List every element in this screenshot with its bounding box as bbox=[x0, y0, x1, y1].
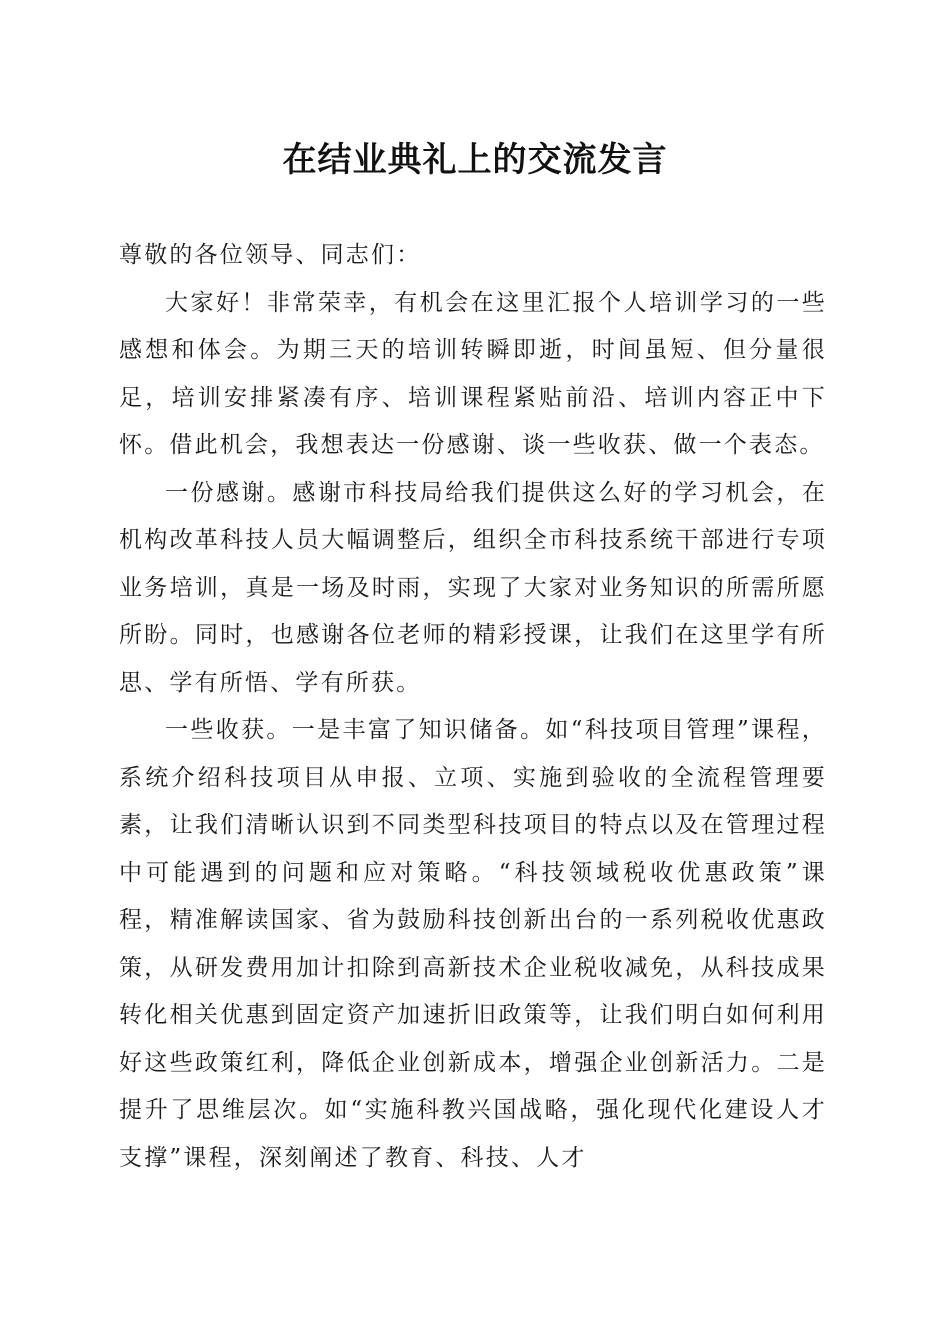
paragraph-thanks: 一份感谢。感谢市科技局给我们提供这么好的学习机会，在机构改革科技人员大幅调整后，组织全市科技系统干部进行专项业务培训，真是一场及时雨，实现了大家对业务知识的所需所愿所盼。同时，也感谢各位老师的精彩授课，让我们在这里学有所思、学有所悟、学有所获。 bbox=[119, 479, 827, 696]
paragraph-gains: 一些收获。一是丰富了知识储备。如“科技项目管理”课程，系统介绍科技项目从申报、立项、实施到验收的全流程管理要素，让我们清晰认识到不同类型科技项目的特点以及在管理过程中可能遇到的问题和应对策略。“科技领域税收优惠政策”课程，精准解读国家、省为鼓励科技创新出台的一系列税收优惠政策，从研发费用加计扣除到高新技术企业税收减免，从科技成果转化相关优惠到固定资产加速折旧政策等，让我们明白如何利用好这些政策红利，降低企业创新成本，增强企业创新活力。二是提升了思维层次。如“实施科教兴国战略，强化现代化建设人才支撑”课程，深刻阐述了教育、科技、人才 bbox=[119, 717, 827, 1171]
document-title: 在结业典礼上的交流发言 bbox=[282, 140, 668, 180]
salutation: 尊敬的各位领导、同志们： bbox=[119, 242, 422, 268]
paragraph-greeting: 大家好！非常荣幸，有机会在这里汇报个人培训学习的一些感想和体会。为期三天的培训转瞬即逝，时间虽短、但分量很足，培训安排紧凑有序、培训课程紧贴前沿、培训内容正中下怀。借此机会，我想表达一份感谢、谈一些收获、做一个表态。 bbox=[119, 289, 827, 458]
document-body bbox=[119, 232, 827, 1182]
